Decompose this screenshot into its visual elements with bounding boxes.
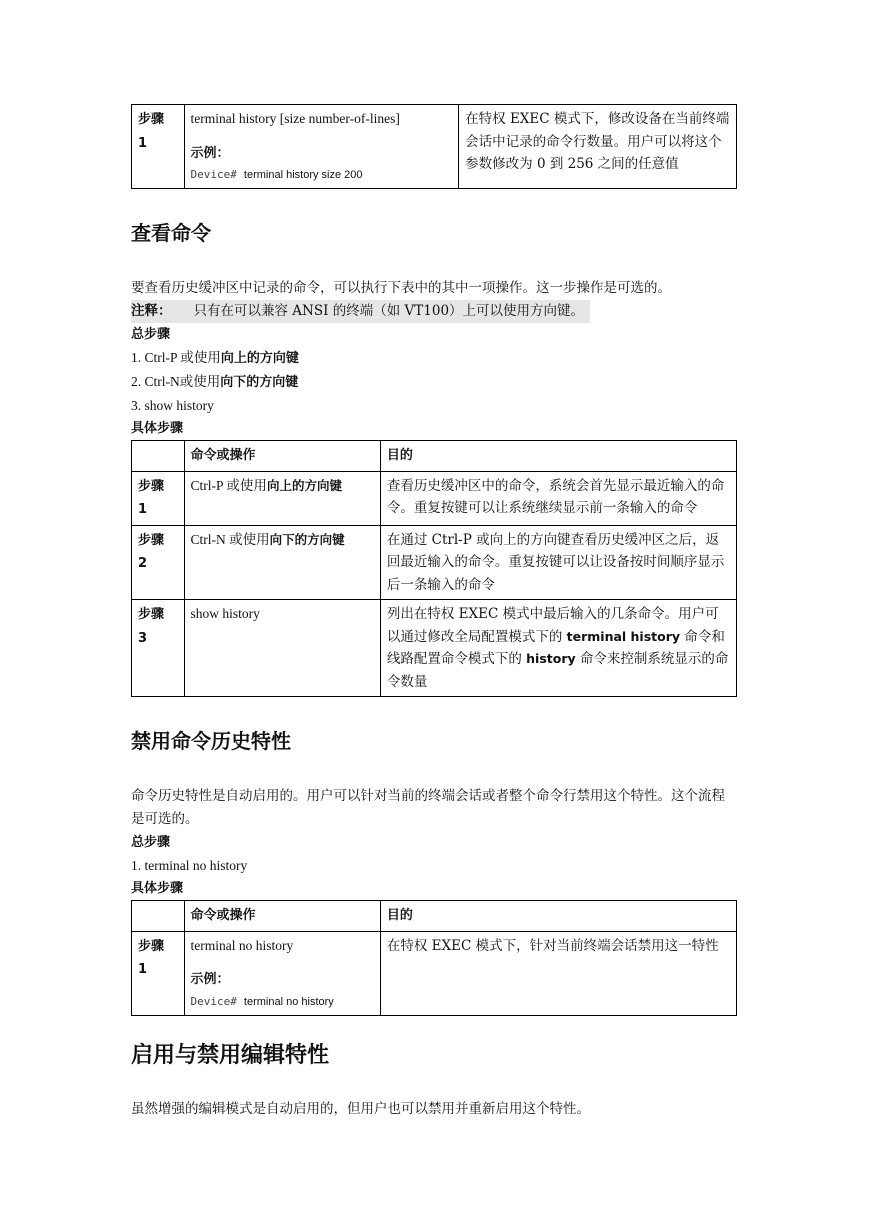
step-cell: 步骤 1 xyxy=(132,471,185,525)
table-row xyxy=(132,105,737,189)
purpose-cell xyxy=(459,105,737,189)
purpose-cell: 列出在特权 EXEC 模式中最后输入的几条命令。用户可以通过修改全局配置模式下的 terminal history 命令和线路配置命令模式下的 history 命令来控制系统显示的命令数量 xyxy=(380,600,736,697)
table-row xyxy=(132,525,737,600)
step-cell: 步骤 1 xyxy=(132,931,185,1015)
header-cell: 命令或操作 xyxy=(184,441,380,472)
command-text: terminal no history xyxy=(190,937,294,953)
section-title-disable: 禁用命令历史特性 xyxy=(131,729,291,753)
summary-item: 1. Ctrl-P 或使用向上的方向键 xyxy=(131,350,299,366)
step-cell: 步骤 3 xyxy=(132,600,185,697)
history-size-table xyxy=(131,104,737,189)
purpose-cell: 查看历史缓冲区中的命令，系统会首先显示最近输入的命令。重复按键可以让系统继续显示前一条输入的命令 xyxy=(380,471,736,525)
step-cell: 步骤 2 xyxy=(132,525,185,600)
detail-label: 具体步骤 xyxy=(131,881,184,896)
header-cell: 目的 xyxy=(380,441,736,472)
header-cell: 目的 xyxy=(380,901,736,932)
example-line xyxy=(191,165,453,185)
section-title-edit: 启用与禁用编辑特性 xyxy=(131,1042,330,1068)
view-commands-table xyxy=(131,440,737,697)
example-line xyxy=(191,992,374,1012)
disable-history-table xyxy=(131,900,737,1016)
summary-item: 1. terminal no history xyxy=(131,858,248,873)
note-line xyxy=(131,300,737,323)
summary-item: 2. Ctrl-N或使用向下的方向键 xyxy=(131,374,299,390)
view-intro: 要查看历史缓冲区中记录的命令，可以执行下表中的其中一项操作。这一步操作是可选的。 xyxy=(131,280,671,296)
example-label: 示例： xyxy=(190,972,230,987)
command-cell: show history xyxy=(184,600,380,697)
step-cell xyxy=(132,105,185,189)
command-cell: Ctrl-N 或使用向下的方向键 xyxy=(184,525,380,600)
summary-label: 总步骤 xyxy=(131,835,171,850)
note-text: 只有在可以兼容 ANSI 的终端（如 VT100）上可以使用方向键。 xyxy=(193,303,585,319)
example-prompt: Device# xyxy=(190,168,237,181)
summary-item: 3. show history xyxy=(131,398,214,413)
table-header-row xyxy=(132,901,737,932)
table-row xyxy=(132,471,737,525)
header-cell xyxy=(132,441,185,472)
command-text: terminal history [size number-of-lines] xyxy=(190,111,400,126)
purpose-cell: 在通过 Ctrl-P 或向上的方向键查看历史缓冲区之后，返回最近输入的命令。重复按键可以让设备按时间顺序显示后一条输入的命令 xyxy=(380,525,736,600)
command-cell xyxy=(184,931,380,1015)
step-label: 步骤 1 xyxy=(138,112,165,151)
header-cell: 命令或操作 xyxy=(184,901,380,932)
header-cell xyxy=(132,901,185,932)
command-cell: Ctrl-P 或使用向上的方向键 xyxy=(184,471,380,525)
disable-intro: 命令历史特性是自动启用的。用户可以针对当前的终端会话或者整个命令行禁用这个特性。这个流程是可选的。 xyxy=(131,788,725,827)
summary-label: 总步骤 xyxy=(131,327,171,342)
table-row xyxy=(132,600,737,697)
example-command: terminal history size 200 xyxy=(243,169,363,181)
section-title-view: 查看命令 xyxy=(131,221,211,245)
table-row xyxy=(132,931,737,1015)
note-label: 注释： xyxy=(131,303,172,319)
purpose-cell: 在特权 EXEC 模式下，针对当前终端会话禁用这一特性 xyxy=(380,931,736,1015)
purpose-text: 在特权 EXEC 模式下，修改设备在当前终端会话中记录的命令行数量。用户可以将这个参数修改为 0 到 256 之间的任意值 xyxy=(465,111,730,172)
command-cell xyxy=(184,105,459,189)
detail-label: 具体步骤 xyxy=(131,421,184,436)
example-prompt: Device# xyxy=(190,994,237,1008)
edit-intro: 虽然增强的编辑模式是自动启用的，但用户也可以禁用并重新启用这个特性。 xyxy=(131,1100,590,1117)
example-label: 示例： xyxy=(190,145,230,161)
table-header-row xyxy=(132,441,737,472)
example-command: terminal no history xyxy=(243,995,334,1008)
document-page xyxy=(131,104,737,1121)
